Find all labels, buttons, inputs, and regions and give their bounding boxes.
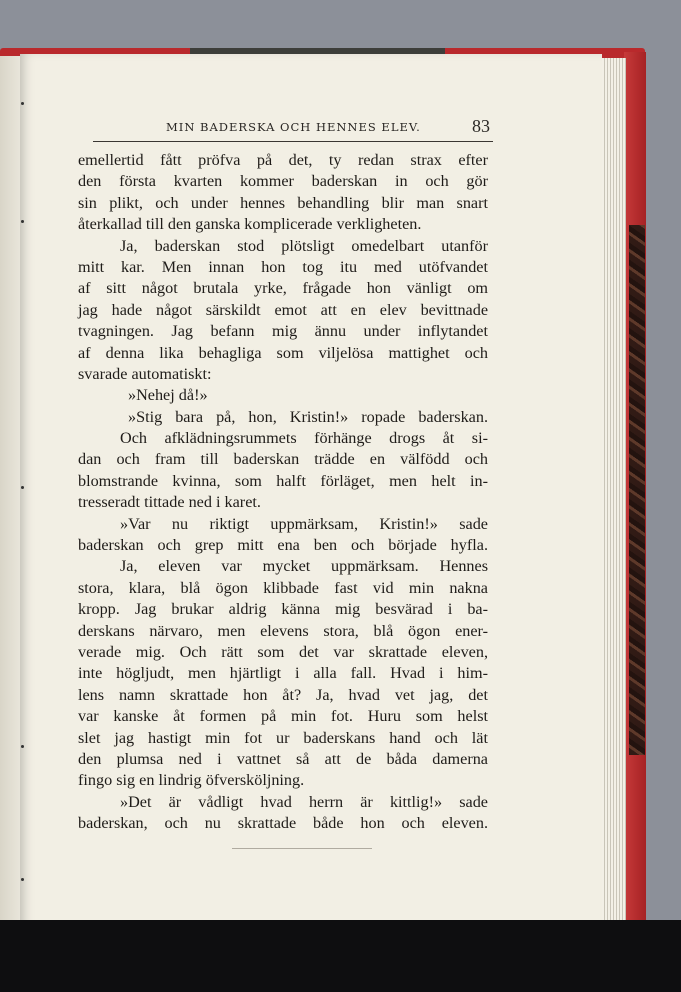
- spine-mark: [21, 878, 24, 881]
- text-line: »Var nu riktigt uppmärksam, Kristin!» sade: [120, 514, 488, 533]
- spine-mark: [21, 486, 24, 489]
- text-line: svarade automatiskt:: [78, 364, 212, 383]
- text-line: återkallad till den ganska komplicerade verkligheten.: [78, 215, 422, 234]
- page-body: [78, 150, 488, 835]
- text-line: af denna lika behagliga som viljelösa mattighet och: [78, 343, 488, 362]
- text-line: mitt kar. Men innan hon tog itu med utöfvandet: [78, 257, 488, 276]
- text-line: blomstrande kvinna, som halft förläget, men helt in-: [78, 471, 488, 490]
- page-number: 83: [472, 116, 490, 136]
- text-line: fingo sig en lindrig öfversköljning.: [78, 771, 305, 790]
- spine-mark: [21, 220, 24, 223]
- text-line: tvagningen. Jag befann mig ännu under inflytandet: [78, 322, 488, 341]
- dark-background: [0, 920, 681, 992]
- text-line: dan och fram till baderskan trädde en välfödd och: [78, 450, 488, 469]
- text-line: »Stig bara på, hon, Kristin!» ropade baderskan.: [128, 407, 488, 426]
- text-line: var kanske åt formen på min fot. Huru som helst: [78, 707, 488, 726]
- text-line: Och afklädningsrummets förhänge drogs åt si-: [120, 429, 488, 448]
- running-header: MIN BADERSKA OCH HENNES ELEV.: [166, 120, 421, 134]
- marbled-spine: [629, 225, 645, 755]
- text-line: jag hade något särskildt emot att en elev bevittnade: [78, 300, 488, 319]
- spine-mark: [21, 745, 24, 748]
- text-line: baderskan och grep mitt ena ben och började hyfla.: [78, 536, 488, 555]
- text-line: »Nehej då!»: [128, 386, 208, 405]
- text-line: baderskan, och nu skrattade både hon och eleven.: [78, 814, 488, 833]
- text-line: Ja, baderskan stod plötsligt omedelbart utanför: [120, 236, 488, 255]
- text-line: sin plikt, och under hennes behandling blir man snart: [78, 193, 488, 212]
- text-line: slet jag hastigt min fot ur baderskans hand och lät: [78, 728, 488, 747]
- text-line: verade mig. Och rätt som det var skrattade eleven,: [78, 642, 488, 661]
- text-line: inte högljudt, men hjärtligt i alla fall. Hvad i him-: [78, 664, 488, 683]
- text-line: den första kvarten kommer baderskan in och gör: [78, 172, 488, 191]
- text-line: tresseradt tittade ned i karet.: [78, 493, 261, 512]
- text-line: stora, klara, blå ögon klibbade fast vid min nakna: [78, 578, 488, 597]
- text-line: kropp. Jag brukar aldrig känna mig besvärad i ba-: [78, 600, 488, 619]
- header-rule: [93, 141, 493, 142]
- text-line: af sitt något brutala yrke, frågade hon vänligt om: [78, 279, 488, 298]
- text-line: Ja, eleven var mycket uppmärksam. Hennes: [120, 557, 488, 576]
- spine-mark: [21, 102, 24, 105]
- text-line: lens namn skrattade hon åt? Ja, hvad vet jag, det: [78, 685, 488, 704]
- text-line: derskans närvaro, men elevens stora, blå ögon ener-: [78, 621, 488, 640]
- text-line: »Det är vådligt hvad herrn är kittlig!» sade: [120, 792, 488, 811]
- text-line: emellertid fått pröfva på det, ty redan strax efter: [78, 151, 488, 169]
- bottom-rule: [232, 848, 372, 849]
- text-line: den plumsa ned i vattnet så att de båda damerna: [78, 749, 488, 768]
